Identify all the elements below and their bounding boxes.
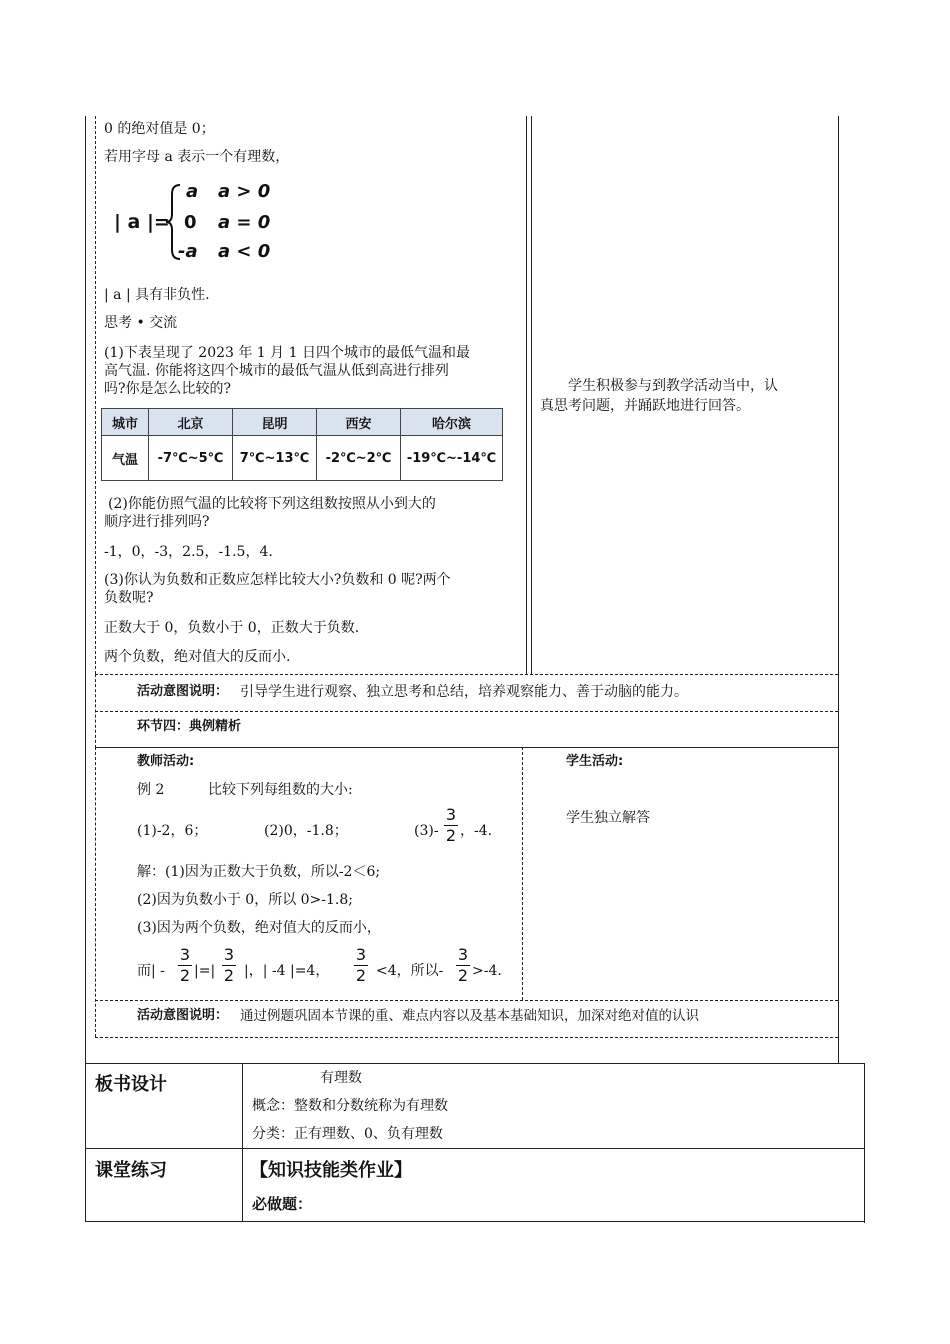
- table-cell: -19℃~-14℃: [401, 436, 503, 481]
- lower-right-dash: [838, 747, 839, 1037]
- abs-zero-text: 0 的绝对值是 0；: [104, 121, 215, 137]
- solution-line-2: (2)因为负数小于 0，所以 0>-1.8;: [137, 892, 353, 908]
- table-header-cell: 城市: [102, 409, 149, 436]
- practice-label: 课堂练习: [95, 1160, 167, 1181]
- teacher-activity-label: 教师活动:: [137, 754, 195, 769]
- q1-line-3: 吗?你是怎么比较的?: [104, 381, 232, 397]
- fraction-denominator: 2: [445, 826, 457, 845]
- solution-line-4-e: >-4.: [472, 963, 502, 979]
- rule-two-negatives: 两个负数，绝对值大的反而小.: [104, 649, 291, 665]
- abs-row3-value: -a: [178, 241, 198, 262]
- fraction-numerator: 3: [179, 945, 191, 964]
- practice-top-border: [85, 1148, 865, 1149]
- table-cell: 7℃~13℃: [233, 436, 317, 481]
- example-part3-suffix: ，-4.: [460, 823, 493, 839]
- lower-mid-divider: [522, 747, 523, 1000]
- table-header-cell: 昆明: [233, 409, 317, 436]
- solution-line-4-d: <4，所以-: [376, 963, 444, 979]
- student-answer-text: 学生独立解答: [566, 810, 650, 826]
- upper-mid-divider: [526, 116, 527, 674]
- outer-right-border-lower: [864, 1063, 865, 1223]
- intent1-label: 活动意图说明：: [137, 684, 229, 699]
- q1-line-2: 高气温. 你能将这四个城市的最低气温从低到高进行排列: [104, 363, 449, 379]
- outer-left-border: [85, 116, 86, 1222]
- practice-bottom-border: [85, 1221, 865, 1222]
- q3-line-1: (3)你认为负数和正数应怎样比较大小?负数和 0 呢?两个: [104, 572, 451, 588]
- section-right-dash: [838, 674, 839, 748]
- board-title: 有理数: [320, 1070, 362, 1086]
- section4-bottom-line: [95, 747, 838, 748]
- q2-line-2: 顺序进行排列吗?: [104, 514, 210, 530]
- intent2-text: 通过例题巩固本节课的重、难点内容以及基本基础知识，加深对绝对值的认识: [240, 1008, 699, 1024]
- example-part3-prefix: (3)-: [414, 823, 439, 839]
- label-column-divider: [242, 1063, 243, 1222]
- fraction-denominator: 2: [355, 966, 367, 985]
- section4-top-dash: [95, 711, 838, 712]
- section4-title: 环节四：典例精析: [137, 719, 242, 734]
- table-header-cell: 哈尔滨: [401, 409, 503, 436]
- board-classification: 分类：正有理数、0、负有理数: [252, 1126, 443, 1142]
- example-part2: (2)0，-1.8；: [264, 823, 348, 839]
- fraction-three-halves: [456, 946, 470, 985]
- board-top-border: [85, 1063, 865, 1064]
- table-header-row: [102, 409, 503, 436]
- intent2-label: 活动意图说明：: [137, 1008, 229, 1023]
- letter-intro-text: 若用字母 a 表示一个有理数，: [104, 149, 290, 165]
- fraction-three-halves: [178, 946, 192, 985]
- intent1-top-dash: [95, 674, 838, 675]
- upper-mid-divider-2: [531, 116, 532, 674]
- q1-line-1: (1)下表呈现了 2023 年 1 月 1 日四个城市的最低气温和最: [104, 345, 470, 361]
- intent1-text: 引导学生进行观察、独立思考和总结，培养观察能力、善于动脑的能力。: [240, 684, 688, 700]
- think-title: 思考 • 交流: [104, 315, 178, 331]
- table-cell: 气温: [102, 436, 149, 481]
- student-response-line-1: 学生积极参与到教学活动当中，认: [568, 378, 778, 394]
- student-response-line-2: 真思考问题，并踊跃地进行回答。: [540, 398, 750, 414]
- board-concept: 概念：整数和分数统称为有理数: [252, 1098, 448, 1114]
- intent2-bottom-dash: [95, 1037, 838, 1038]
- upper-left-dash: [95, 116, 96, 674]
- table-cell: -2℃~2℃: [317, 436, 401, 481]
- numbers-list: -1，0，-3，2.5，-1.5，4.: [104, 544, 273, 560]
- table-cell: -7℃~5℃: [149, 436, 233, 481]
- board-design-label: 板书设计: [95, 1074, 167, 1095]
- solution-line-4-c: |，| -4 |=4，: [244, 963, 330, 979]
- nonnegative-text: | a | 具有非负性.: [104, 287, 210, 303]
- solution-line-3: (3)因为两个负数，绝对值大的反而小，: [137, 920, 381, 936]
- table-row: [102, 436, 503, 481]
- fraction-three-halves: [222, 946, 236, 985]
- solution-line-1: 解：(1)因为正数大于负数，所以-2＜6;: [137, 864, 381, 880]
- section-left-dash: [95, 674, 96, 748]
- practice-title: 【知识技能类作业】: [250, 1160, 412, 1181]
- lower-left-dash: [95, 747, 96, 1037]
- abs-row2-value: 0: [184, 212, 197, 233]
- city-temperature-table: [101, 408, 503, 481]
- rule-positive-negative: 正数大于 0，负数小于 0，正数大于负数.: [104, 620, 360, 636]
- q3-line-2: 负数呢?: [104, 590, 154, 606]
- fraction-three-halves: [444, 806, 458, 845]
- fraction-numerator: 3: [223, 945, 235, 964]
- fraction-denominator: 2: [457, 966, 469, 985]
- table-header-cell: 西安: [317, 409, 401, 436]
- practice-required: 必做题：: [252, 1195, 313, 1213]
- fraction-three-halves: [354, 946, 368, 985]
- fraction-numerator: 3: [457, 945, 469, 964]
- example-label: 例 2: [137, 782, 165, 798]
- intent2-top-dash: [95, 1000, 838, 1001]
- abs-row3-condition: a < 0: [218, 241, 271, 262]
- fraction-denominator: 2: [179, 966, 191, 985]
- abs-row1-condition: a > 0: [218, 181, 271, 202]
- solution-line-4-a: 而| -: [137, 963, 165, 979]
- abs-row1-value: a: [186, 181, 199, 202]
- fraction-denominator: 2: [223, 966, 235, 985]
- q2-line-1: (2)你能仿照气温的比较将下列这组数按照从小到大的: [108, 496, 436, 512]
- example-part1: (1)-2，6；: [137, 823, 208, 839]
- example-text: 比较下列每组数的大小:: [208, 782, 353, 798]
- abs-row2-condition: a = 0: [218, 212, 271, 233]
- fraction-numerator: 3: [445, 805, 457, 824]
- solution-line-4-b: |=|: [194, 963, 216, 979]
- table-header-cell: 北京: [149, 409, 233, 436]
- student-activity-label: 学生活动:: [566, 754, 624, 769]
- abs-lhs: | a |=: [114, 211, 170, 233]
- fraction-numerator: 3: [355, 945, 367, 964]
